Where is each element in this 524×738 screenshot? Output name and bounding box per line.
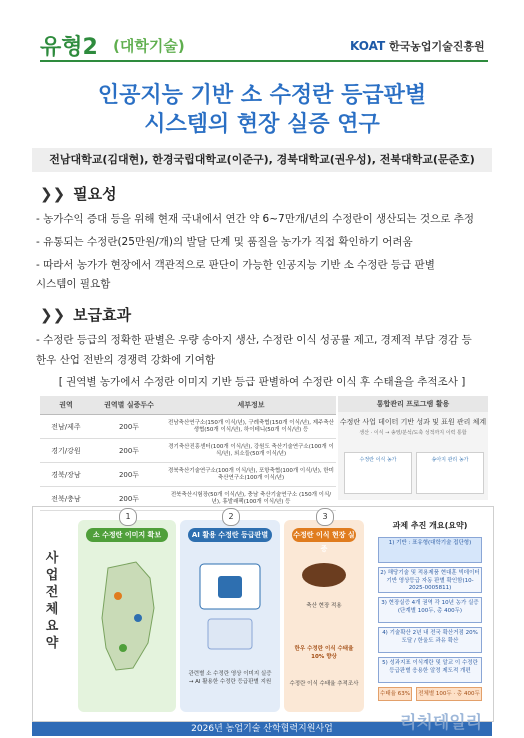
table-cell: 전북축산시험장(50개 이식/년), 충남 축산기술연구소 (150개 이식/년), 휴발래팩(100개 이식/년) 등 <box>166 487 336 511</box>
final-badge: 수태율 63% <box>378 687 412 701</box>
need-heading <box>40 183 117 204</box>
step-note: 수정란 이식 수태율 추적조사 <box>289 681 359 687</box>
effect-heading <box>40 304 131 325</box>
table-cell: 전남/제주 <box>40 415 92 439</box>
step-head: AI 활용 수정란 등급판별 <box>188 528 272 542</box>
step-head: 소 수정란 이미지 확보 <box>86 528 168 542</box>
step-note: 관련별 소 수정란 영상 이미지 실증 → AI 활용한 수정란 등급판별 지원 <box>188 671 272 685</box>
double-chevron-icon: ❯❯ <box>40 185 66 203</box>
program-header: 통합관리 프로그램 활용 <box>338 396 488 412</box>
table-row <box>40 439 336 463</box>
step-item: 1) 기반 : 표유형(대학기술 접단형) <box>378 537 482 563</box>
need-item: - 농가수익 증대 등을 위해 현재 국내에서 연간 약 6~7만개/년의 수정란이 생산되는 것으로 추정 <box>36 213 475 225</box>
logo-text: 한국농업기술진흥원 <box>389 40 485 53</box>
step-item: 2) 해당기술 및 적용제품 현대훈 빅데이터 기반 영상등급 자동 판별 확인함(10-2025-0005811) <box>378 567 482 593</box>
table-cell: 전남축산연구소(150개 이식/년), 구례축협(150개 이식/년), 제주축산생협(50개 이식/년), 하이테니(50개 이식/년) 등 <box>166 415 336 439</box>
type-subtitle: (대학기술) <box>113 37 185 55</box>
watermark: 리치데일리 <box>400 713 483 733</box>
table-cell: 200두 <box>92 463 166 487</box>
step-number: 3 <box>316 508 334 526</box>
title-line-2: 시스템의 현장 실증 연구 <box>144 112 380 137</box>
cattle-icon <box>284 550 364 600</box>
step-column-3 <box>284 512 364 712</box>
koat-logo <box>350 38 485 54</box>
effect-item: 한우 산업 전반의 경쟁력 강화에 기여함 <box>36 354 215 366</box>
title-line-1: 인공지능 기반 소 수정란 등급판별 <box>97 83 427 108</box>
table-cell: 경북축산기술연구소(100개 이식/년), 포항축협(100개 이식/년), 한미축산연구소(100개 이식/년) <box>166 463 336 487</box>
steps-title: 과제 추진 개요(요약) <box>392 521 468 530</box>
table-cell: 200두 <box>92 487 166 511</box>
table-cell: 경북/장남 <box>40 463 92 487</box>
table-cell: 200두 <box>92 439 166 463</box>
need-item: - 따라서 농가가 현장에서 객관적으로 판단이 가능한 인공지능 기반 소 수정란 등급 판별 <box>36 259 435 271</box>
table-cell: 전북/충남 <box>40 487 92 511</box>
double-chevron-icon: ❯❯ <box>40 306 66 324</box>
program-box <box>416 452 484 494</box>
step-note: 한우 수정란 이식 수태율 10% 향상 <box>294 646 354 660</box>
table-header: 권역 <box>40 396 92 415</box>
need-item: 시스템이 필요함 <box>36 278 111 290</box>
step-note: 축산 현장 적용 <box>306 603 342 609</box>
header-rule <box>40 60 488 62</box>
program-title: 수정란 사업 데이터 기반 성과 및 표원 관리 체계 <box>339 418 487 426</box>
table-caption: [ 권역별 농가에서 수정란 이미지 기반 등급 판별하여 수정란 이식 후 수태율을 추적조사 ] <box>58 376 466 388</box>
step-item: 3) 현장실증 4개 권역 각 10년 농가 실증 (단계별 100두, 총 400두) <box>378 597 482 623</box>
step-number: 2 <box>222 508 240 526</box>
table-row <box>40 463 336 487</box>
effect-item: - 수정란 등급의 정확한 판별은 우량 송아지 생산, 수정란 이식 성공률 제고, 경제적 부담 경감 등 <box>36 334 472 346</box>
region-table <box>40 396 336 511</box>
program-panel <box>338 396 488 500</box>
table-header: 세부정보 <box>166 396 336 415</box>
program-box-label: 송아지 관리 농가 <box>431 457 469 463</box>
vertical-label: 사업전체요약 <box>45 551 59 651</box>
step-column-2 <box>180 512 280 712</box>
need-item: - 유통되는 수정란(25만원/개)의 발달 단계 및 품질을 농가가 직접 확인하기 어려움 <box>36 236 413 248</box>
step-item: 5) 성과지표 이식계란 및 알교 이 수정란 등급판별 응용한 알정 제도적 개편 <box>378 657 482 683</box>
need-heading-text: 필요성 <box>73 185 117 203</box>
table-cell: 경기/강원 <box>40 439 92 463</box>
korea-map-icon <box>78 548 176 698</box>
program-box <box>344 452 412 494</box>
header <box>0 0 524 62</box>
project-steps <box>372 520 488 710</box>
table-header: 권역별 실증두수 <box>92 396 166 415</box>
effect-heading-text: 보급효과 <box>73 306 132 324</box>
step-column-1 <box>78 512 176 712</box>
step-head: 수정란 이식 현장 실증 <box>292 528 356 542</box>
final-badges <box>378 687 482 701</box>
table-cell: 200두 <box>92 415 166 439</box>
footer-bar: 2026년 농업기술 산학협력지원사업 <box>32 722 492 736</box>
step-number: 1 <box>119 508 137 526</box>
table-row <box>40 415 336 439</box>
program-subtitle: 생산 · 이식 → 송영/분석/도축 성적까지 이력 통합 <box>359 430 467 436</box>
logo-mark: KOAT <box>350 39 386 53</box>
step-item: 4) 기술확산 2년 내 전국 확산거점 20% 도달 / 한울도 과유 확산 <box>378 627 482 653</box>
final-badge: 전체별 100두 · 총 400두 <box>416 687 482 701</box>
type-number: 유형2 <box>40 35 98 60</box>
table-cell: 경기축산진흥센터(100개 이식/년), 강원도 축산기술연구소(100개 이식/년), 외소들(50개 이식/년) <box>166 439 336 463</box>
program-box-label: 수정란 이식 농가 <box>359 457 397 463</box>
authors-bar: 전남대학교(김대현), 한경국립대학교(이준구), 경북대학교(권우성), 전북대학교(문준호) <box>32 148 492 172</box>
ai-chip-icon <box>180 554 280 664</box>
